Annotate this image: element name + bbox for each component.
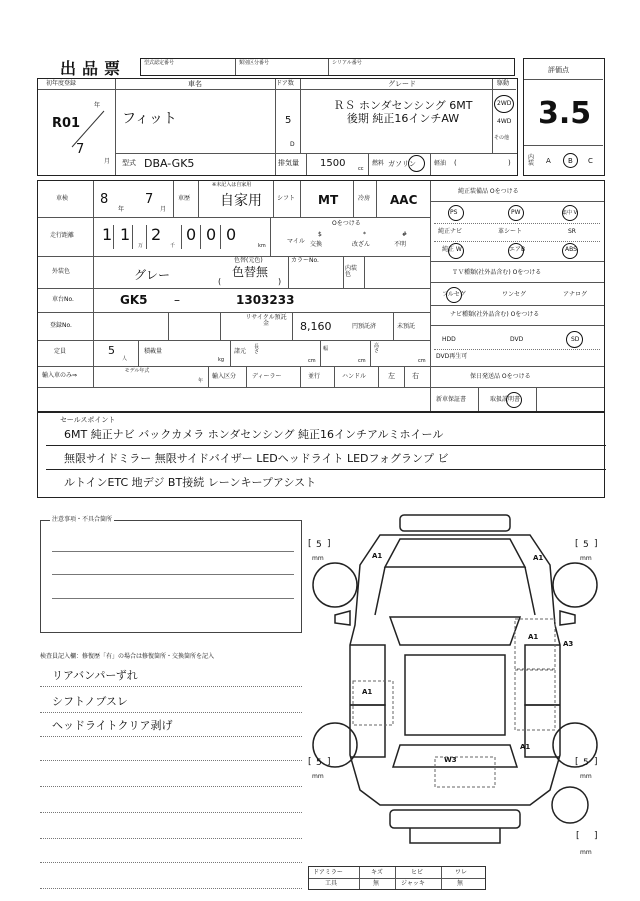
equip-abs: ABS bbox=[565, 246, 577, 253]
sales-point-line-3: ルトインETC 地デジ BT接続 レーンキープアシスト bbox=[64, 476, 317, 489]
color-change-value: 色替無 bbox=[232, 265, 269, 279]
ac-label: 冷房 bbox=[358, 195, 371, 202]
navi-dvd-playback: DVD再生可 bbox=[436, 353, 468, 360]
tread-spare-close: ] bbox=[594, 831, 598, 841]
mileage-label: 走行距離 bbox=[50, 232, 75, 239]
bt-v1: 工具 bbox=[325, 880, 338, 887]
shift-label: シフト bbox=[277, 195, 296, 202]
tv-fullseg-circle bbox=[446, 287, 462, 303]
tread-fl: 5 bbox=[316, 540, 322, 550]
score-label: 評価点 bbox=[548, 66, 569, 74]
import-year-unit: 年 bbox=[198, 378, 204, 384]
aftersale-warranty: 新車保証書 bbox=[436, 396, 467, 403]
drive-label: 駆動 bbox=[497, 80, 510, 87]
color-code-label: カラーNo. bbox=[291, 257, 319, 264]
navi-dvd: DVD bbox=[510, 336, 524, 343]
bt-v4: 無 bbox=[457, 880, 464, 887]
car-info-block bbox=[37, 78, 518, 176]
mileage-digit-4: 0 bbox=[186, 225, 197, 244]
tread-rr-close: ] bbox=[594, 757, 598, 767]
capacity-label: 定員 bbox=[54, 348, 67, 355]
recycle-label: リサイクル預託金 bbox=[245, 314, 287, 327]
tread-fr: 5 bbox=[583, 540, 589, 550]
inspection-year: 8 bbox=[100, 192, 109, 207]
chassis-label: 車台No. bbox=[52, 296, 74, 303]
fuel-value: ガソリン bbox=[388, 160, 416, 168]
grade-c: C bbox=[588, 157, 593, 165]
tread-rl-open: [ bbox=[308, 757, 312, 767]
inspection-month: 7 bbox=[145, 192, 154, 207]
equip-aw: 純正 W bbox=[442, 246, 462, 253]
fuel-paren-open: ( bbox=[454, 159, 457, 167]
grade-value: ＲＳ ホンダセンシング 6MT 後期 純正16インチAW bbox=[333, 99, 473, 125]
recycle-alt: 未預託 bbox=[397, 323, 416, 330]
drive-4wd: 4WD bbox=[497, 118, 512, 125]
bt-h3: ヒビ bbox=[411, 869, 424, 876]
equip-sr: SR bbox=[568, 228, 576, 235]
mileage-unit-sen: 千 bbox=[170, 243, 176, 249]
tread-fr-close: ] bbox=[594, 539, 598, 549]
fuel-label: 燃料 bbox=[372, 160, 385, 167]
equip-navi: 純正ナビ bbox=[438, 228, 463, 235]
equip-ps-circle bbox=[448, 205, 464, 221]
usage-value: 自家用 bbox=[220, 193, 262, 209]
reg-era: R01 bbox=[52, 116, 81, 131]
equip-lock: 集中 V bbox=[562, 210, 578, 216]
grade-label: グレード bbox=[388, 80, 416, 88]
usage-note: ※未記入は自家用 bbox=[212, 182, 252, 188]
doors-value: 5 bbox=[285, 115, 292, 126]
reg-slash bbox=[68, 109, 108, 149]
damage-mark-4: A3 bbox=[563, 640, 574, 648]
tread-fl-close: ] bbox=[327, 539, 331, 549]
mileage-digit-2: 1 bbox=[120, 225, 131, 244]
tread-rl-close: ] bbox=[327, 757, 331, 767]
doors-label: ドア数 bbox=[276, 80, 294, 87]
form-title: 出品票 bbox=[60, 59, 127, 78]
field1-label: 型式認定番号 bbox=[144, 60, 175, 66]
exterior-value: グレー bbox=[134, 268, 171, 282]
import-type-label: 輸入区分 bbox=[212, 373, 237, 380]
dim-width: 幅 bbox=[323, 346, 329, 352]
tread-rl: 5 bbox=[316, 758, 322, 768]
tread-fr-open: [ bbox=[575, 539, 579, 549]
damage-mark-6: A1 bbox=[520, 743, 531, 751]
field2-label: 類別区分番号 bbox=[239, 60, 270, 66]
inspection-year-unit: 年 bbox=[118, 206, 125, 213]
score-box bbox=[523, 58, 605, 176]
aftersale-manual-circle bbox=[506, 392, 522, 408]
doors-suffix: D bbox=[290, 141, 295, 148]
displacement-label: 排気量 bbox=[278, 159, 299, 167]
equip-airbag-circle bbox=[508, 243, 524, 259]
damage-mark-5: A1 bbox=[362, 688, 373, 696]
navi-title: ナビ種類(社外品含む) Oをつける bbox=[450, 311, 540, 318]
usage-label: 車歴 bbox=[178, 195, 191, 202]
equip-abs-circle bbox=[562, 243, 578, 259]
grade-b: B bbox=[568, 157, 573, 165]
equip-ps: PS bbox=[450, 209, 458, 216]
chassis-number: 1303233 bbox=[236, 293, 295, 307]
mileage-digit-5: 0 bbox=[206, 225, 217, 244]
drive-2wd: 2WD bbox=[497, 100, 512, 107]
handle-right: 右 bbox=[412, 372, 419, 380]
mileage-mark-1: $ bbox=[318, 231, 322, 238]
displacement-value: 1500 bbox=[320, 158, 346, 169]
equip-pw-circle bbox=[508, 205, 524, 221]
navi-sd: SD bbox=[571, 336, 580, 343]
bt-h1: ドアミラー bbox=[313, 869, 343, 876]
sales-point-line-2: 無限サイドミラー 無限サイドバイザー LEDヘッドライト LEDフォグランプ ビ bbox=[64, 452, 449, 465]
tread-rr-open: [ bbox=[575, 757, 579, 767]
inspector-label: 検査員記入欄：修復歴「有」の場合は修復箇所・交換箇所を記入 bbox=[40, 653, 215, 660]
navi-hdd: HDD bbox=[442, 336, 456, 343]
mileage-circle-note: Oをつける bbox=[332, 220, 361, 227]
import-model-year: モデル年式 bbox=[124, 368, 150, 374]
equip-lock-circle bbox=[562, 205, 578, 221]
damage-mark-7: W3 bbox=[444, 756, 457, 764]
tv-title: ＴＶ種類(社外品含む) Oをつける bbox=[452, 269, 542, 276]
car-name-label: 車名 bbox=[188, 80, 202, 88]
aftersale-manual: 取扱説明書 bbox=[490, 396, 521, 403]
equip-pw: PW bbox=[511, 209, 521, 216]
dimensions-label: 諸元 bbox=[234, 348, 247, 355]
notes-box bbox=[40, 520, 302, 632]
dim-height: 高さ bbox=[374, 343, 380, 354]
dim-unit-2: cm bbox=[358, 358, 366, 364]
grade-a: A bbox=[546, 157, 551, 165]
dim-unit-3: cm bbox=[418, 358, 426, 364]
tread-fr-unit: mm bbox=[580, 555, 592, 562]
equip-leather: 革シート bbox=[498, 228, 523, 235]
mileage-opt-3: 不明 bbox=[394, 241, 407, 248]
tv-fullseg: フルセグ bbox=[442, 291, 466, 298]
bt-v2: 無 bbox=[373, 880, 380, 887]
mileage-digit-6: 0 bbox=[226, 225, 237, 244]
mileage-unit-km: km bbox=[258, 243, 266, 249]
inspection-label: 車検 bbox=[56, 195, 69, 202]
grade-b-circle bbox=[563, 153, 578, 168]
inspection-month-unit: 月 bbox=[160, 206, 167, 213]
color-paren-open: ( bbox=[218, 277, 222, 286]
damage-mark-2: A1 bbox=[533, 554, 544, 562]
tread-fl-unit: mm bbox=[312, 555, 324, 562]
fuel-alt: 軽油 bbox=[434, 160, 447, 167]
bottom-table bbox=[308, 866, 486, 890]
import-label: 輸入車のみ⇒ bbox=[42, 372, 78, 379]
car-name-value: フィット bbox=[122, 111, 177, 127]
sales-point-block bbox=[37, 412, 605, 498]
inspector-line-1: リアバンパーずれ bbox=[52, 669, 138, 682]
registration-no-label: 登録No. bbox=[50, 322, 72, 329]
capacity-value: 5 bbox=[108, 344, 115, 357]
chassis-prefix: GK5 bbox=[120, 293, 148, 307]
inspector-line-3: ヘッドライトクリア剥げ bbox=[52, 719, 173, 732]
details-block bbox=[37, 180, 605, 412]
car-diagram bbox=[305, 505, 605, 865]
fuel-paren-close: ) bbox=[508, 159, 511, 167]
equip-aw-circle bbox=[448, 243, 464, 259]
damage-mark-3: A1 bbox=[528, 633, 539, 641]
mileage-unit-man: 万 bbox=[138, 243, 144, 249]
mileage-mark-3: # bbox=[402, 231, 408, 238]
sales-point-line-1: 6MT 純正ナビ バックカメラ ホンダセンシング 純正16インチアルミホイール bbox=[64, 428, 444, 441]
recycle-value: 8,160 bbox=[300, 320, 332, 333]
mileage-mark-2: * bbox=[363, 231, 366, 238]
equip-airbag: エアB bbox=[509, 246, 526, 253]
color-change-label: 色替(元色) bbox=[234, 257, 263, 264]
import-parallel: 並行 bbox=[308, 373, 321, 380]
interior-color-label: 内装色 bbox=[345, 265, 358, 278]
tread-rr: 5 bbox=[583, 758, 589, 768]
mileage-digit-1: 1 bbox=[102, 225, 113, 244]
bt-h2: キズ bbox=[371, 869, 383, 876]
exterior-label: 外装色 bbox=[52, 268, 71, 275]
dim-unit-1: cm bbox=[308, 358, 316, 364]
tread-fl-open: [ bbox=[308, 539, 312, 549]
tread-spare-open: [ bbox=[576, 831, 580, 841]
tv-oneseg: ワンセグ bbox=[502, 291, 527, 298]
displacement-unit: cc bbox=[358, 166, 364, 172]
notes-label: 注意事項・不具合箇所 bbox=[52, 516, 113, 523]
chassis-dash: – bbox=[174, 293, 180, 307]
damage-mark-1: A1 bbox=[372, 552, 383, 560]
tread-rl-unit: mm bbox=[312, 773, 324, 780]
color-paren-close: ) bbox=[278, 277, 282, 286]
score-value: 3.5 bbox=[538, 96, 592, 131]
mileage-opt-2: 改ざん bbox=[352, 241, 371, 248]
handle-left: 左 bbox=[388, 372, 395, 380]
recycle-unit: 円預託済 bbox=[352, 323, 377, 330]
load-label: 積載量 bbox=[144, 348, 163, 355]
drive-2wd-circle bbox=[494, 95, 514, 113]
equipment-title: 純正装備品 Oをつける bbox=[458, 188, 519, 195]
dim-length: 長さ bbox=[254, 344, 260, 355]
bt-h4: ワレ bbox=[455, 869, 468, 876]
import-dealer: ディーラー bbox=[252, 373, 282, 380]
inspector-line-2: シフトノブスレ bbox=[52, 695, 128, 708]
mileage-opt-1: 交換 bbox=[310, 241, 323, 248]
model-value: DBA-GK5 bbox=[144, 157, 195, 170]
tread-rr-unit: mm bbox=[580, 773, 592, 780]
tv-analog: アナログ bbox=[563, 291, 588, 298]
header-fields bbox=[140, 58, 515, 76]
model-label: 型式 bbox=[122, 159, 136, 167]
aftersale-title: 保日発送品 Oをつける bbox=[470, 373, 531, 380]
shift-value: MT bbox=[318, 193, 339, 207]
reg-month-unit: 月 bbox=[104, 158, 111, 165]
registration-label: 初年度登録 bbox=[46, 80, 77, 87]
navi-sd-circle bbox=[566, 331, 583, 348]
sales-point-label: セールスポイント bbox=[60, 416, 116, 424]
capacity-unit: 人 bbox=[122, 356, 128, 362]
mile-label: マイル bbox=[287, 238, 305, 245]
mileage-digit-3: 2 bbox=[151, 225, 162, 244]
reg-year-unit: 年 bbox=[94, 102, 101, 109]
handle-label: ハンドル bbox=[342, 373, 367, 380]
load-unit: kg bbox=[218, 357, 225, 363]
bt-v3: ジャッキ bbox=[401, 880, 425, 887]
interior-label: 内装 bbox=[528, 154, 535, 167]
drive-other: その他 bbox=[494, 135, 510, 141]
field3-label: シリアル番号 bbox=[332, 60, 362, 66]
ac-value: AAC bbox=[390, 193, 418, 207]
tread-spare-unit: mm bbox=[580, 849, 592, 856]
fuel-circle bbox=[408, 155, 425, 172]
reg-month: 7 bbox=[76, 142, 85, 157]
